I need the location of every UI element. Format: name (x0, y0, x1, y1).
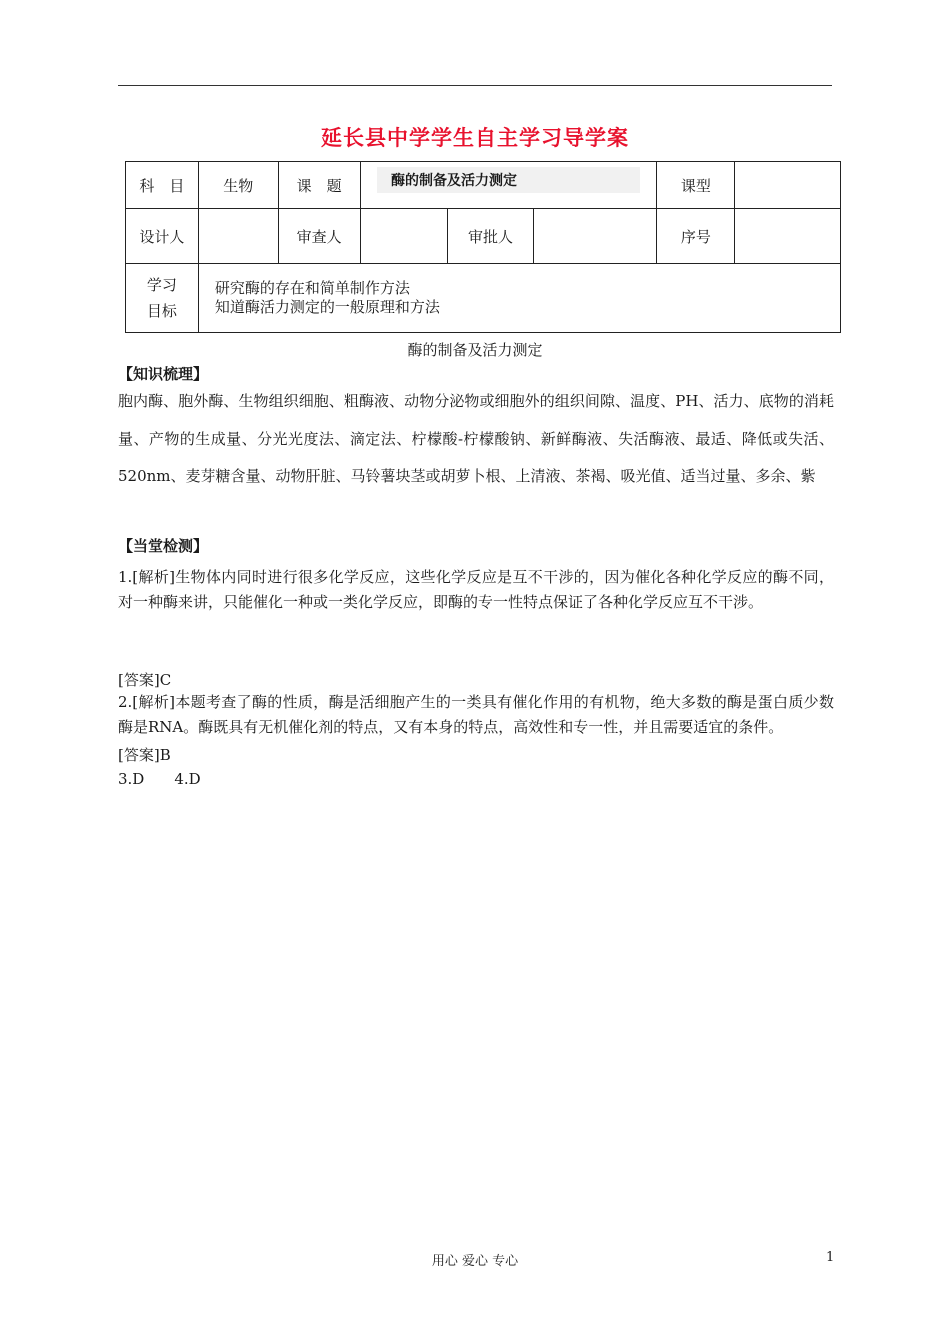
question-1-analysis: 1.[解析]生物体内同时进行很多化学反应，这些化学反应是互不干涉的，因为催化各种化学反应的酶不同，对一种酶来讲，只能催化一种或一类化学反应，即酶的专一性特点保证了各种化学反应互不干涉。 (118, 568, 834, 611)
subject-label: 科 目 (126, 162, 199, 209)
designer-label: 设计人 (126, 209, 199, 264)
topic-value: 酶的制备及活力测定 (377, 167, 640, 193)
header-rule (118, 85, 832, 86)
goal-label-line1: 学习 (146, 276, 177, 294)
page-number: 1 (826, 1250, 835, 1265)
goal-label (126, 264, 199, 333)
approver-label: 审批人 (447, 209, 534, 264)
answers-3-4: 3.D 4.D (118, 770, 201, 788)
goal-label-line2: 目标 (146, 302, 177, 320)
serial-value (735, 209, 841, 264)
question-2-analysis: 2.[解析]本题考查了酶的性质，酶是活细胞产生的一类具有催化作用的有机物，绝大多数的酶是蛋白质少数酶是RNA。酶既具有无机催化剂的特点，又有本身的特点，高效性和专一性，并且需要适宜的条件。 (118, 693, 834, 736)
lesson-type-value (735, 162, 841, 209)
topic-cell (360, 162, 657, 209)
subject-value: 生物 (198, 162, 278, 209)
serial-label: 序号 (657, 209, 735, 264)
topic-label: 课 题 (278, 162, 360, 209)
goal-item: 知道酶活力测定的一般原理和方法 (214, 298, 440, 316)
answer-1: [答案]C (118, 671, 172, 689)
reviewer-label: 审查人 (278, 209, 360, 264)
reviewer-value (360, 209, 447, 264)
designer-value (198, 209, 278, 264)
learning-goals (198, 264, 840, 333)
goal-item: 研究酶的存在和简单制作方法 (214, 279, 410, 297)
check-heading: 【当堂检测】 (118, 537, 209, 555)
lesson-info-table (125, 161, 841, 333)
section-subtitle: 酶的制备及活力测定 (407, 341, 543, 359)
lesson-type-label: 课型 (657, 162, 735, 209)
footer-motto: 用心 爱心 专心 (431, 1254, 519, 1269)
answer-2: [答案]B (118, 746, 171, 764)
knowledge-heading: 【知识梳理】 (118, 365, 209, 383)
knowledge-text: 胞内酶、胞外酶、生物组织细胞、粗酶液、动物分泌物或细胞外的组织间隙、温度、PH、活力、底物的消耗量、产物的生成量、分光光度法、滴定法、柠檬酸-柠檬酸钠、新鲜酶液、失活酶液、最适、降低或失活、520nm、麦芽糖含量、动物肝脏、马铃薯块茎或胡萝卜根、上清液、茶褐、吸光值、适当过量、多余、紫 (118, 392, 834, 485)
approver-value (534, 209, 657, 264)
document-title: 延长县中学学生自主学习导学案 (321, 126, 629, 150)
